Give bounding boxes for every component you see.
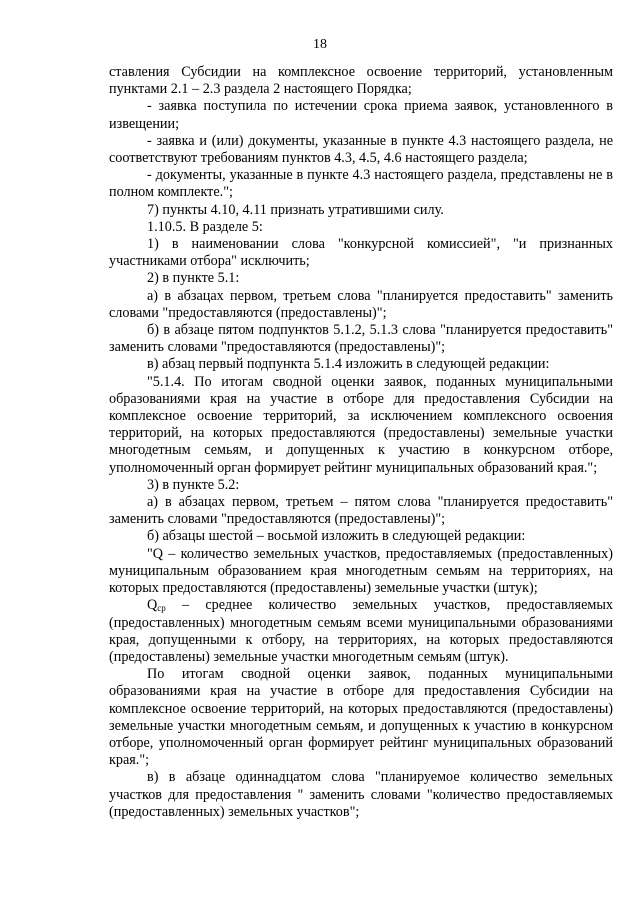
paragraph: а) в абзацах первом, третьем – пятом слова "планируется предоставить" заменить словами "предоставляются (предоставлены)"; — [109, 494, 613, 528]
paragraph: 7) пункты 4.10, 4.11 признать утратившими силу. — [147, 201, 444, 218]
paragraph-section-heading: 1.10.5. В разделе 5: — [147, 218, 263, 235]
page-number: 18 — [313, 37, 327, 52]
paragraph-list-item: - заявка и (или) документы, указанные в пункте 4.3 настоящего раздела, не соответствуют требованиям пунктов 4.3, 4.5, 4.6 настоящего раздела; — [109, 132, 613, 167]
qsr-symbol: Q — [147, 597, 158, 614]
paragraph-formula-definition-qsr — [109, 597, 613, 666]
qsr-definition-text: – среднее количество земельных участков, предоставляемых (предоставленных) многодетным семьям всеми муниципальными образованиями края, допущенными к отбору, на территориях, на которых предоставляются (предоставлены) земельные участки многодетным семьям (штук). — [109, 597, 613, 665]
paragraph: а) в абзацах первом, третьем слова "планируется предоставить" заменить словами "предоставляются (предоставлены)"; — [109, 287, 613, 321]
document-body — [109, 64, 613, 821]
paragraph: 1) в наименовании слова "конкурсной комиссией", "и признанных участниками отбора" исключить; — [109, 236, 613, 270]
qsr-subscript: ср — [157, 603, 166, 614]
paragraph-quoted-text: По итогам сводной оценки заявок, поданных муниципальными образованиями края на участие в отборе для предоставления Субсидии на комплексное освоение территорий, на которых предоставляются (предоставлены) земельные участки многодетным семьям, и допущенных к участию в конкурсном отборе, уполномоченный орган формирует рейтинг муниципальных образований края."; — [109, 666, 613, 769]
paragraph: в) абзац первый подпункта 5.1.4 изложить в следующей редакции: — [147, 356, 550, 373]
paragraph-formula-definition: "Q – количество земельных участков, предоставляемых (предоставленных) муниципальным образованием края многодетным семьям на территориях, на которых предоставляются (предоставлены) земельные участки (штук); — [109, 545, 613, 597]
paragraph: б) абзацы шестой – восьмой изложить в следующей редакции: — [147, 528, 526, 545]
paragraph-list-item: - заявка поступила по истечении срока приема заявок, установленного в извещении; — [109, 98, 613, 132]
paragraph: 2) в пункте 5.1: — [147, 270, 240, 287]
paragraph: в) в абзаце одиннадцатом слова "планируемое количество земельных участков для предоставления " заменить словами "количество предоставляемых (предоставленных) земельных участков"; — [109, 769, 613, 820]
paragraph: 3) в пункте 5.2: — [147, 476, 240, 493]
paragraph: б) в абзаце пятом подпунктов 5.1.2, 5.1.3 слова "планируется предоставить" заменить словами "предоставляются (предоставлены)"; — [109, 322, 613, 356]
paragraph-quoted-text: "5.1.4. По итогам сводной оценки заявок, поданных муниципальными образованиями края на участие в отборе для предоставления Субсидии на комплексное освоение территорий, за исключением комплексного освоения территорий, на которых предоставляются (предоставлены) земельные участки многодетным семьям, и допущенных к участию в конкурсном отборе, уполномоченный орган формирует рейтинг муниципальных образований края."; — [109, 373, 613, 476]
paragraph-continuation: ставления Субсидии на комплексное освоение территорий, установленным пунктами 2.1 – 2.3 раздела 2 настоящего Порядка; — [109, 64, 613, 98]
paragraph-list-item: - документы, указанные в пункте 4.3 настоящего раздела, представлены не в полном комплекте."; — [109, 167, 613, 201]
